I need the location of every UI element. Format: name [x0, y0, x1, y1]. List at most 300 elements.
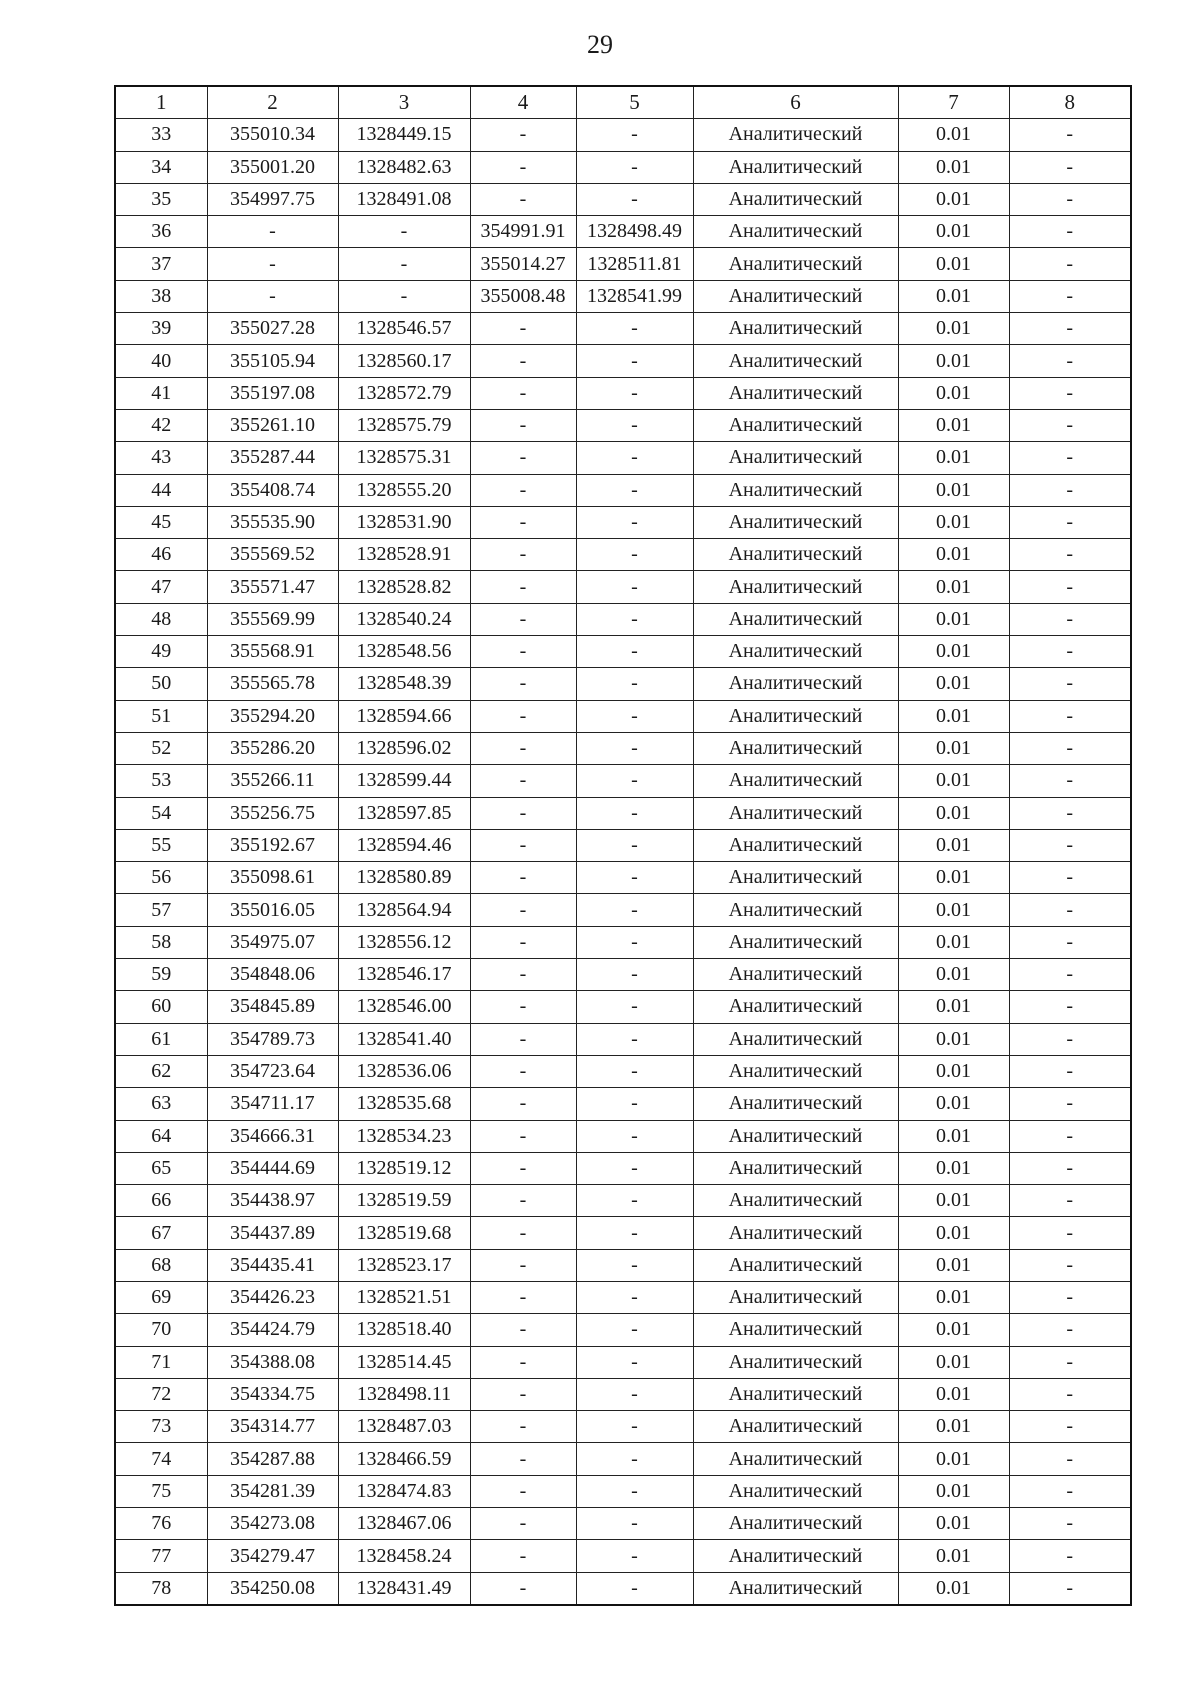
table-cell: Аналитический [693, 442, 898, 474]
table-cell: - [207, 216, 338, 248]
table-cell: 355192.67 [207, 829, 338, 861]
table-cell: - [576, 1152, 693, 1184]
table-cell: Аналитический [693, 216, 898, 248]
table-row [115, 700, 1131, 732]
table-cell: - [470, 732, 576, 764]
table-cell: - [576, 1249, 693, 1281]
table-cell: - [470, 1314, 576, 1346]
table-cell: 40 [115, 345, 207, 377]
table-cell: - [470, 539, 576, 571]
table-cell: 38 [115, 280, 207, 312]
table-cell: 0.01 [898, 926, 1009, 958]
table-cell: - [470, 1120, 576, 1152]
table-row [115, 506, 1131, 538]
column-header: 2 [207, 86, 338, 119]
table-cell: 1328458.24 [338, 1540, 470, 1572]
table-cell: 355568.91 [207, 636, 338, 668]
table-row [115, 1185, 1131, 1217]
table-cell: 354250.08 [207, 1572, 338, 1605]
table-cell: 0.01 [898, 377, 1009, 409]
table-cell: 0.01 [898, 119, 1009, 151]
table-cell: - [576, 1572, 693, 1605]
table-cell: 1328519.12 [338, 1152, 470, 1184]
table-cell: - [470, 991, 576, 1023]
table-cell: - [576, 1217, 693, 1249]
table-cell: Аналитический [693, 474, 898, 506]
table-cell: 354314.77 [207, 1411, 338, 1443]
table-row [115, 1475, 1131, 1507]
table-cell: 0.01 [898, 1475, 1009, 1507]
table-cell: 1328487.03 [338, 1411, 470, 1443]
table-cell: 52 [115, 732, 207, 764]
table-cell: 0.01 [898, 345, 1009, 377]
table-cell: 0.01 [898, 1281, 1009, 1313]
table-cell: 0.01 [898, 313, 1009, 345]
table-cell: - [576, 345, 693, 377]
table-cell: 355256.75 [207, 797, 338, 829]
table-cell: 1328575.79 [338, 409, 470, 441]
table-cell: 355266.11 [207, 765, 338, 797]
table-cell: 355261.10 [207, 409, 338, 441]
table-cell: Аналитический [693, 313, 898, 345]
table-cell: - [1009, 1055, 1131, 1087]
table-cell: - [1009, 991, 1131, 1023]
table-cell: - [576, 1055, 693, 1087]
table-cell: - [470, 1152, 576, 1184]
table-cell: 354444.69 [207, 1152, 338, 1184]
table-cell: Аналитический [693, 1088, 898, 1120]
table-cell: 0.01 [898, 151, 1009, 183]
coordinates-table [114, 85, 1132, 1606]
table-cell: 62 [115, 1055, 207, 1087]
table-cell: - [470, 1217, 576, 1249]
table-cell: - [470, 959, 576, 991]
table-cell: - [1009, 1088, 1131, 1120]
table-cell: 1328523.17 [338, 1249, 470, 1281]
table-cell: 1328519.59 [338, 1185, 470, 1217]
table-row [115, 571, 1131, 603]
table-cell: - [576, 1508, 693, 1540]
table-cell: - [470, 1281, 576, 1313]
table-cell: - [576, 700, 693, 732]
table-cell: - [470, 1508, 576, 1540]
table-cell: 1328546.17 [338, 959, 470, 991]
table-row [115, 409, 1131, 441]
table-cell: - [1009, 959, 1131, 991]
table-cell: 354388.08 [207, 1346, 338, 1378]
table-cell: 0.01 [898, 1249, 1009, 1281]
table-cell: 354789.73 [207, 1023, 338, 1055]
table-cell: - [576, 1023, 693, 1055]
table-cell: 355105.94 [207, 345, 338, 377]
table-cell: - [1009, 1152, 1131, 1184]
table-cell: - [1009, 926, 1131, 958]
table-row [115, 280, 1131, 312]
table-cell: - [470, 1540, 576, 1572]
table-cell: Аналитический [693, 280, 898, 312]
table-cell: - [576, 539, 693, 571]
table-cell: - [470, 474, 576, 506]
table-row [115, 1217, 1131, 1249]
table-cell: - [338, 248, 470, 280]
table-cell: Аналитический [693, 1443, 898, 1475]
table-cell: 74 [115, 1443, 207, 1475]
column-header: 8 [1009, 86, 1131, 119]
table-cell: 355197.08 [207, 377, 338, 409]
table-cell: - [576, 1314, 693, 1346]
table-cell: - [207, 248, 338, 280]
table-cell: 67 [115, 1217, 207, 1249]
table-row [115, 539, 1131, 571]
table-cell: Аналитический [693, 959, 898, 991]
table-cell: 43 [115, 442, 207, 474]
table-cell: Аналитический [693, 1120, 898, 1152]
table-cell: - [470, 151, 576, 183]
table-cell: Аналитический [693, 1572, 898, 1605]
table-cell: 36 [115, 216, 207, 248]
table-cell: 354424.79 [207, 1314, 338, 1346]
table-row [115, 216, 1131, 248]
table-cell: - [1009, 313, 1131, 345]
table-cell: 76 [115, 1508, 207, 1540]
table-cell: 0.01 [898, 183, 1009, 215]
table-cell: 69 [115, 1281, 207, 1313]
table-cell: 0.01 [898, 894, 1009, 926]
table-cell: - [576, 829, 693, 861]
table-row [115, 345, 1131, 377]
table-cell: 1328482.63 [338, 151, 470, 183]
table-cell: 0.01 [898, 1443, 1009, 1475]
table-cell: 0.01 [898, 862, 1009, 894]
table-cell: - [576, 571, 693, 603]
table-cell: - [1009, 829, 1131, 861]
table-cell: - [470, 313, 576, 345]
table-cell: - [1009, 765, 1131, 797]
page-number: 29 [587, 30, 613, 59]
table-cell: Аналитический [693, 1055, 898, 1087]
table-cell: 354273.08 [207, 1508, 338, 1540]
table-cell: 0.01 [898, 700, 1009, 732]
table-cell: 1328518.40 [338, 1314, 470, 1346]
table-cell: - [1009, 1023, 1131, 1055]
table-cell: 354666.31 [207, 1120, 338, 1152]
table-cell: - [470, 636, 576, 668]
table-row [115, 1346, 1131, 1378]
table-cell: 0.01 [898, 506, 1009, 538]
table-cell: Аналитический [693, 926, 898, 958]
table-cell: Аналитический [693, 1185, 898, 1217]
table-cell: 1328546.57 [338, 313, 470, 345]
table-cell: 68 [115, 1249, 207, 1281]
table-cell: Аналитический [693, 571, 898, 603]
table-cell: - [470, 1185, 576, 1217]
table-cell: 1328431.49 [338, 1572, 470, 1605]
table-cell: - [1009, 506, 1131, 538]
table-cell: - [470, 668, 576, 700]
table-row [115, 797, 1131, 829]
table-cell: - [576, 959, 693, 991]
table-row [115, 1249, 1131, 1281]
table-cell: 39 [115, 313, 207, 345]
table-cell: - [470, 183, 576, 215]
table-cell: Аналитический [693, 1411, 898, 1443]
table-cell: 58 [115, 926, 207, 958]
table-cell: 0.01 [898, 1540, 1009, 1572]
table-row [115, 1314, 1131, 1346]
table-cell: 1328521.51 [338, 1281, 470, 1313]
table-cell: 0.01 [898, 959, 1009, 991]
table-cell: Аналитический [693, 119, 898, 151]
table-cell: 55 [115, 829, 207, 861]
table-cell: 1328564.94 [338, 894, 470, 926]
table-cell: - [576, 862, 693, 894]
table-cell: 1328546.00 [338, 991, 470, 1023]
table-row [115, 829, 1131, 861]
table-cell: 56 [115, 862, 207, 894]
table-row [115, 313, 1131, 345]
table-cell: 355027.28 [207, 313, 338, 345]
table-cell: 0.01 [898, 1023, 1009, 1055]
table-row [115, 183, 1131, 215]
table-cell: 44 [115, 474, 207, 506]
table-cell: 1328514.45 [338, 1346, 470, 1378]
table-cell: 355010.34 [207, 119, 338, 151]
table-cell: Аналитический [693, 1540, 898, 1572]
table-cell: 59 [115, 959, 207, 991]
table-cell: - [1009, 1217, 1131, 1249]
table-cell: - [576, 668, 693, 700]
table-cell: 70 [115, 1314, 207, 1346]
table-cell: 354991.91 [470, 216, 576, 248]
table-cell: 45 [115, 506, 207, 538]
table-cell: - [470, 765, 576, 797]
table-cell: 1328519.68 [338, 1217, 470, 1249]
table-cell: 1328491.08 [338, 183, 470, 215]
table-cell: 65 [115, 1152, 207, 1184]
table-cell: Аналитический [693, 1346, 898, 1378]
table-cell: Аналитический [693, 668, 898, 700]
table-cell: - [470, 1088, 576, 1120]
table-cell: 354437.89 [207, 1217, 338, 1249]
table-cell: Аналитический [693, 1508, 898, 1540]
table-cell: 0.01 [898, 991, 1009, 1023]
table-row [115, 926, 1131, 958]
table-cell: 64 [115, 1120, 207, 1152]
table-cell: 1328540.24 [338, 603, 470, 635]
table-cell: 53 [115, 765, 207, 797]
table-cell: 0.01 [898, 1378, 1009, 1410]
table-cell: 1328597.85 [338, 797, 470, 829]
table-row [115, 894, 1131, 926]
table-row [115, 1088, 1131, 1120]
table-row [115, 1572, 1131, 1605]
table-row [115, 636, 1131, 668]
table-cell: 63 [115, 1088, 207, 1120]
table-cell: 0.01 [898, 1411, 1009, 1443]
table-cell: - [1009, 1411, 1131, 1443]
table-cell: - [576, 765, 693, 797]
table-cell: - [576, 474, 693, 506]
table-cell: 1328560.17 [338, 345, 470, 377]
table-cell: Аналитический [693, 894, 898, 926]
table-cell: - [576, 797, 693, 829]
table-cell: 355001.20 [207, 151, 338, 183]
table-row [115, 1281, 1131, 1313]
table-cell: - [1009, 183, 1131, 215]
table-row [115, 1411, 1131, 1443]
table-cell: 0.01 [898, 1346, 1009, 1378]
table-cell: - [1009, 862, 1131, 894]
table-body [115, 119, 1131, 1605]
table-cell: 0.01 [898, 409, 1009, 441]
table-cell: 0.01 [898, 216, 1009, 248]
table-cell: - [576, 1346, 693, 1378]
table-cell: 354281.39 [207, 1475, 338, 1507]
column-header: 4 [470, 86, 576, 119]
table-cell: 72 [115, 1378, 207, 1410]
table-cell: 354334.75 [207, 1378, 338, 1410]
table-cell: 0.01 [898, 248, 1009, 280]
table-cell: - [576, 991, 693, 1023]
table-cell: 50 [115, 668, 207, 700]
table-cell: 1328498.49 [576, 216, 693, 248]
table-cell: - [470, 506, 576, 538]
table-cell: 355571.47 [207, 571, 338, 603]
column-header: 6 [693, 86, 898, 119]
table-cell: 49 [115, 636, 207, 668]
table-cell: Аналитический [693, 1152, 898, 1184]
table-cell: - [576, 1185, 693, 1217]
table-cell: Аналитический [693, 991, 898, 1023]
table-cell: - [576, 1411, 693, 1443]
table-row [115, 1443, 1131, 1475]
table-row [115, 603, 1131, 635]
table-cell: - [470, 1055, 576, 1087]
table-cell: 1328575.31 [338, 442, 470, 474]
table-cell: - [470, 1346, 576, 1378]
table-cell: 1328594.46 [338, 829, 470, 861]
table-cell: 355294.20 [207, 700, 338, 732]
table-cell: 1328528.82 [338, 571, 470, 603]
table-cell: - [576, 1378, 693, 1410]
table-cell: 0.01 [898, 539, 1009, 571]
table-cell: 354997.75 [207, 183, 338, 215]
table-cell: 61 [115, 1023, 207, 1055]
table-cell: - [470, 377, 576, 409]
table-cell: 47 [115, 571, 207, 603]
table-cell: 1328548.39 [338, 668, 470, 700]
table-cell: 0.01 [898, 732, 1009, 764]
table-cell: Аналитический [693, 1249, 898, 1281]
table-cell: 1328596.02 [338, 732, 470, 764]
table-cell: 1328531.90 [338, 506, 470, 538]
table-cell: 1328498.11 [338, 1378, 470, 1410]
table-cell: Аналитический [693, 700, 898, 732]
table-cell: Аналитический [693, 539, 898, 571]
table-cell: 66 [115, 1185, 207, 1217]
table-cell: 71 [115, 1346, 207, 1378]
table-row [115, 248, 1131, 280]
table-cell: 42 [115, 409, 207, 441]
table-cell: - [1009, 216, 1131, 248]
table-cell: - [470, 1572, 576, 1605]
table-cell: 1328474.83 [338, 1475, 470, 1507]
table-cell: Аналитический [693, 797, 898, 829]
table-cell: 0.01 [898, 797, 1009, 829]
table-cell: 60 [115, 991, 207, 1023]
table-cell: Аналитический [693, 1281, 898, 1313]
table-cell: - [576, 894, 693, 926]
table-cell: 54 [115, 797, 207, 829]
table-cell: - [576, 377, 693, 409]
table-cell: - [576, 442, 693, 474]
table-cell: 46 [115, 539, 207, 571]
table-cell: 355286.20 [207, 732, 338, 764]
table-row [115, 668, 1131, 700]
table-cell: 355408.74 [207, 474, 338, 506]
table-cell: 354845.89 [207, 991, 338, 1023]
table-cell: 1328556.12 [338, 926, 470, 958]
table-cell: - [1009, 248, 1131, 280]
table-cell: - [576, 1443, 693, 1475]
table-cell: 1328572.79 [338, 377, 470, 409]
table-cell: - [1009, 1281, 1131, 1313]
table-cell: 0.01 [898, 636, 1009, 668]
table-cell: 354426.23 [207, 1281, 338, 1313]
table-cell: 0.01 [898, 603, 1009, 635]
table-cell: 1328541.99 [576, 280, 693, 312]
table-cell: 78 [115, 1572, 207, 1605]
table-cell: 1328548.56 [338, 636, 470, 668]
table-cell: 0.01 [898, 474, 1009, 506]
table-cell: 354279.47 [207, 1540, 338, 1572]
table-cell: - [1009, 151, 1131, 183]
table-cell: 1328594.66 [338, 700, 470, 732]
table-row [115, 1023, 1131, 1055]
table-row [115, 732, 1131, 764]
table-cell: - [1009, 442, 1131, 474]
table-cell: - [470, 1443, 576, 1475]
table-cell: 355287.44 [207, 442, 338, 474]
table-cell: - [576, 409, 693, 441]
table-cell: - [576, 636, 693, 668]
table-cell: Аналитический [693, 409, 898, 441]
table-cell: - [470, 1411, 576, 1443]
table-cell: Аналитический [693, 765, 898, 797]
table-cell: 354975.07 [207, 926, 338, 958]
table-cell: - [470, 119, 576, 151]
table-cell: - [576, 313, 693, 345]
table-cell: - [1009, 119, 1131, 151]
table-cell: - [1009, 1378, 1131, 1410]
table-cell: - [1009, 668, 1131, 700]
table-cell: 1328511.81 [576, 248, 693, 280]
table-cell: - [1009, 377, 1131, 409]
table-row [115, 474, 1131, 506]
table-cell: - [338, 280, 470, 312]
table-cell: - [470, 926, 576, 958]
table-cell: 0.01 [898, 1152, 1009, 1184]
table-cell: - [576, 151, 693, 183]
table-cell: - [470, 1475, 576, 1507]
table-cell: 0.01 [898, 1572, 1009, 1605]
table-cell: 33 [115, 119, 207, 151]
table-cell: 0.01 [898, 1217, 1009, 1249]
table-cell: - [1009, 894, 1131, 926]
table-cell: 0.01 [898, 1185, 1009, 1217]
table-cell: 0.01 [898, 1088, 1009, 1120]
table-cell: 1328467.06 [338, 1508, 470, 1540]
